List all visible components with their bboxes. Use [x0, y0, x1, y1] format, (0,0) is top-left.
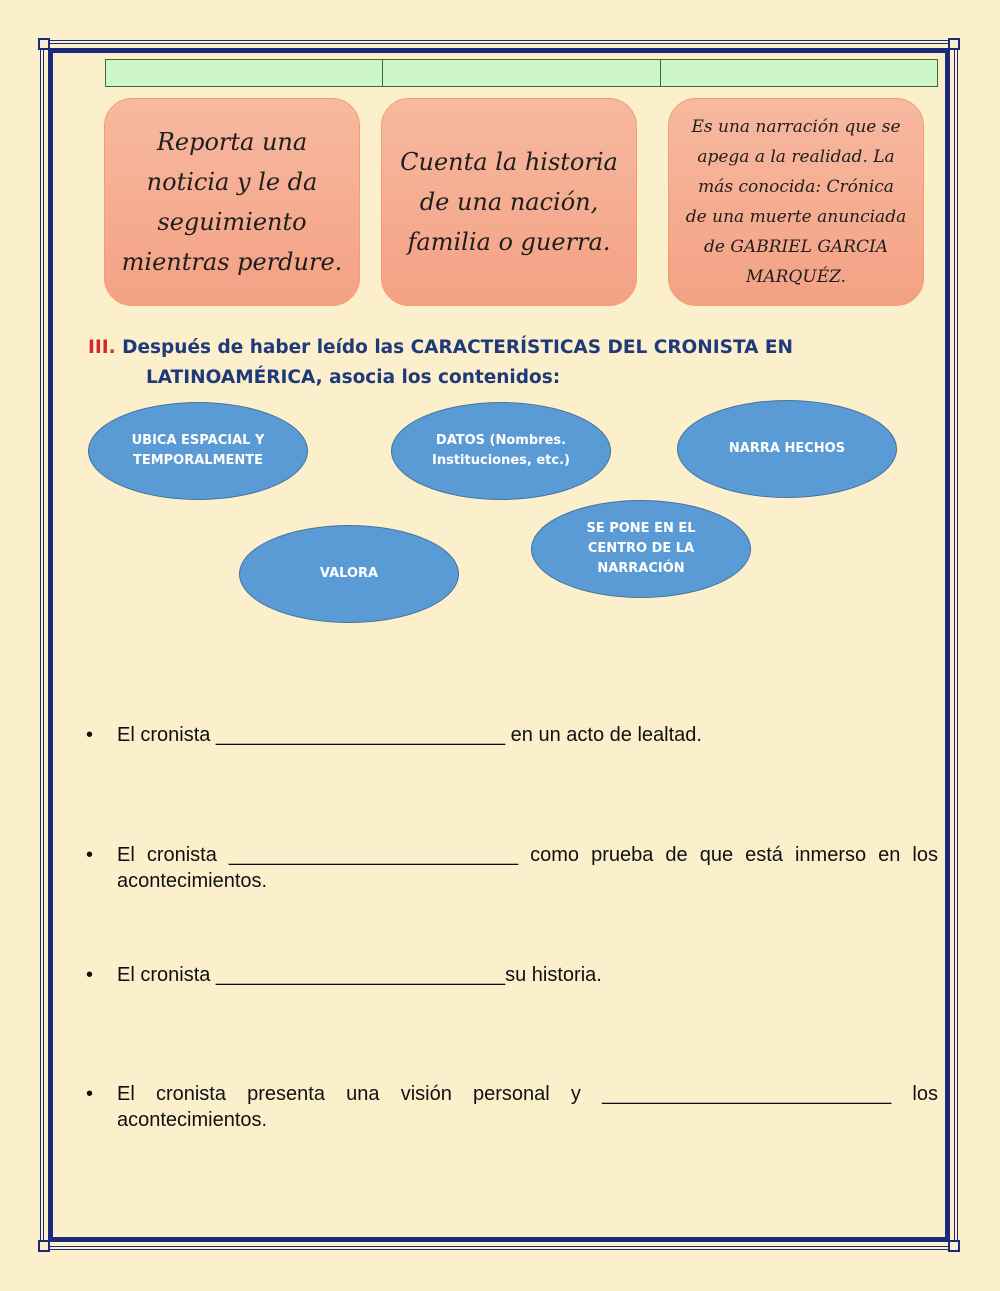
fill-in-text[interactable]: El cronista __________________________ como prueba de que está inmerso en los — [117, 844, 938, 866]
corner-ornament — [948, 1240, 960, 1252]
answer-cell-3[interactable] — [661, 60, 937, 86]
option-label: UBICA ESPACIAL Y TEMPORALMENTE — [131, 433, 265, 468]
option-label: DATOS (Nombres. Instituciones, etc.) — [432, 433, 570, 468]
section-number: III. — [88, 337, 116, 358]
fill-in-text[interactable]: El cronista presenta una visión personal y __________________________ los — [117, 1083, 938, 1105]
bullet-dot: • — [86, 724, 94, 746]
answer-table — [105, 59, 938, 87]
definition-card-text: Reporta una noticia y le da seguimiento mientras perdure. — [121, 128, 343, 276]
answer-cell-2[interactable] — [383, 60, 660, 86]
option-datos[interactable] — [391, 402, 611, 500]
option-valora[interactable] — [239, 525, 459, 623]
corner-ornament — [948, 38, 960, 50]
definition-card-1 — [104, 98, 360, 306]
fill-in-text-continued: acontecimientos. — [117, 870, 268, 892]
corner-ornament — [38, 38, 50, 50]
option-ubica[interactable] — [88, 402, 308, 500]
section-heading — [88, 333, 828, 393]
option-narra[interactable] — [677, 400, 897, 498]
fill-in-text[interactable]: El cronista __________________________ en un acto de lealtad. — [117, 724, 702, 746]
definition-card-2 — [381, 98, 637, 306]
definition-card-3 — [668, 98, 924, 306]
option-label: SE PONE EN EL CENTRO DE LA NARRACIÓN — [586, 521, 696, 576]
corner-ornament — [38, 1240, 50, 1252]
bullet-dot: • — [86, 844, 94, 866]
option-label: NARRA HECHOS — [728, 441, 846, 456]
definition-card-text: Cuenta la historia de una nación, familia o guerra. — [400, 148, 618, 256]
heading-line-1: Después de haber leído las CARACTERÍSTICAS DEL CRONISTA EN — [122, 337, 794, 358]
option-label: VALORA — [319, 566, 379, 581]
bullet-dot: • — [86, 964, 94, 986]
bullet-dot: • — [86, 1083, 94, 1105]
option-centro[interactable] — [531, 500, 751, 598]
definition-card-text: Es una narración que se apega a la realidad. La más conocida: Crónica de una muerte anunciada de GABRIEL GARCIA MARQUÉZ. — [685, 117, 907, 287]
fill-in-text-continued: acontecimientos. — [117, 1109, 268, 1131]
heading-line-2: LATINOAMÉRICA, asocia los contenidos: — [146, 367, 561, 388]
fill-in-text[interactable]: El cronista __________________________su historia. — [117, 964, 602, 986]
answer-cell-1[interactable] — [106, 60, 383, 86]
